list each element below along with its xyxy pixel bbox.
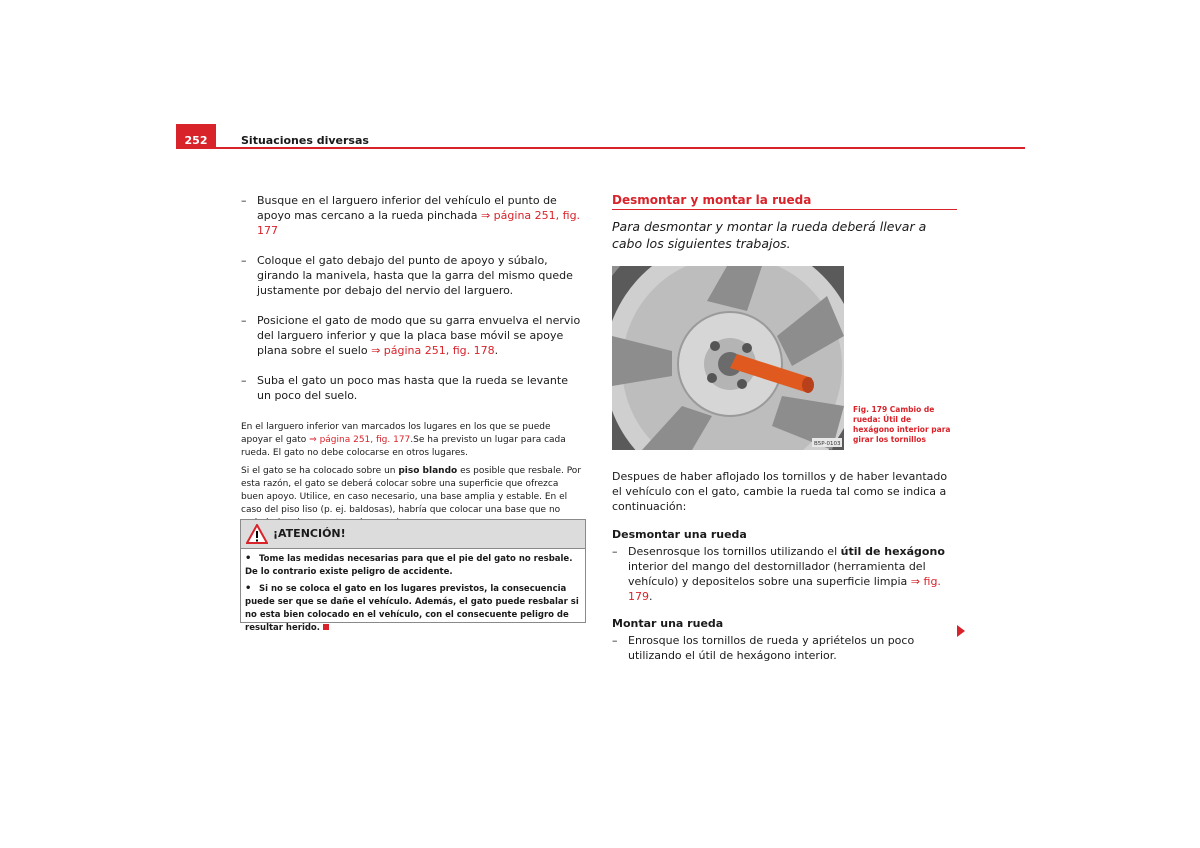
warning-item: • Si no se coloca el gato en los lugares previstos, la consecuencia puede ser que se dañe el vehículo. Además, el gato puede resbalar si no esta bien colocado en el vehículo, con el consecuente peligro de resultar herido. — [245, 583, 579, 633]
warning-box — [240, 519, 586, 633]
step-item: – Desenrosque los tornillos utilizando el útil de hexágono interior del mango del destornillador (herramienta del vehículo) y depositelos sobre una superficie limpia ⇒ fig. 179. — [612, 544, 957, 604]
right-column — [612, 193, 957, 252]
warning-header — [241, 520, 585, 549]
page-ref-link[interactable]: ⇒ página 251, fig. 178 — [371, 344, 495, 357]
step-item: – Enrosque los tornillos de rueda y apriételos un poco utilizando el útil de hexágono interior. — [612, 633, 957, 663]
left-column — [241, 193, 583, 530]
note-paragraph: Si el gato se ha colocado sobre un piso blando es posible que resbale. Por esta razón, el gato se deberá colocar sobre una superficie que ofrezca buen apoyo. Utilice, en caso necesario, una base amplia y estable. En el caso del piso liso (p. ej. baldosas), habría que colocar una base que no — [241, 466, 582, 515]
instructions — [612, 469, 957, 663]
next-page-arrow-icon — [957, 625, 965, 637]
warning-triangle-icon — [246, 524, 268, 544]
subheading: Desmontar una rueda — [612, 528, 747, 541]
warning-item: • Tome las medidas necesarias para que el pie del gato no resbale. De lo contrario existe peligro de accidente. — [245, 553, 573, 577]
step-item: – Posicione el gato de modo que su garra envuelva el nervio del larguero inferior y que la placa base móvil se apoye plana sobre el suelo ⇒ página 251, fig. 178. — [241, 313, 583, 358]
note-paragraph: En el larguero inferior van marcados los lugares en los que se puede apoyar el gato ⇒ página 251, fig. 177.Se ha previsto un lugar para cada rueda. El gato no debe colocarse en otros lugares. — [241, 422, 566, 458]
end-marker-icon — [323, 624, 329, 630]
body-paragraph: Despues de haber aflojado los tornillos y de haber levantado el vehículo con el gato, cambie la rueda tal como se indica a continuación: — [612, 470, 948, 513]
step-item: – Coloque el gato debajo del punto de apoyo y súbalo, girando la manivela, hasta que la garra del mismo quede justamente por debajo del nervio del larguero. — [241, 253, 583, 298]
figure-caption: Fig. 179 Cambio de rueda: Útil de hexágono interior para girar los tornillos — [853, 405, 951, 444]
subheading: Montar una rueda — [612, 617, 724, 630]
section-header: Situaciones diversas — [241, 134, 369, 147]
step-item: – Busque en el larguero inferior del vehículo el punto de apoyo mas cercano a la rueda pinchada ⇒ página 251, fig. 177 — [241, 193, 583, 238]
page-ref-link[interactable]: ⇒ página 251, fig. 177 — [257, 209, 581, 237]
section-title: Desmontar y montar la rueda — [612, 193, 957, 210]
wheel-illustration — [612, 266, 844, 450]
step-item: – Suba el gato un poco mas hasta que la rueda se levante un poco del suelo. — [241, 373, 583, 403]
wheel-figure — [612, 266, 844, 450]
figure-code: B5P-0103 — [814, 441, 841, 447]
page-ref-link[interactable]: ⇒ página 251, fig. 177 — [309, 435, 411, 445]
header-rule — [176, 147, 1025, 149]
warning-title: ¡ATENCIÓN! — [273, 527, 346, 540]
page-number: 252 — [176, 124, 216, 148]
bullet-icon: • — [245, 553, 252, 564]
intro-text: Para desmontar y montar la rueda deberá llevar a cabo los siguientes trabajos. — [612, 219, 927, 251]
figure-ref-link[interactable]: ⇒ fig. 179 — [628, 575, 941, 603]
bullet-icon: • — [245, 583, 252, 594]
